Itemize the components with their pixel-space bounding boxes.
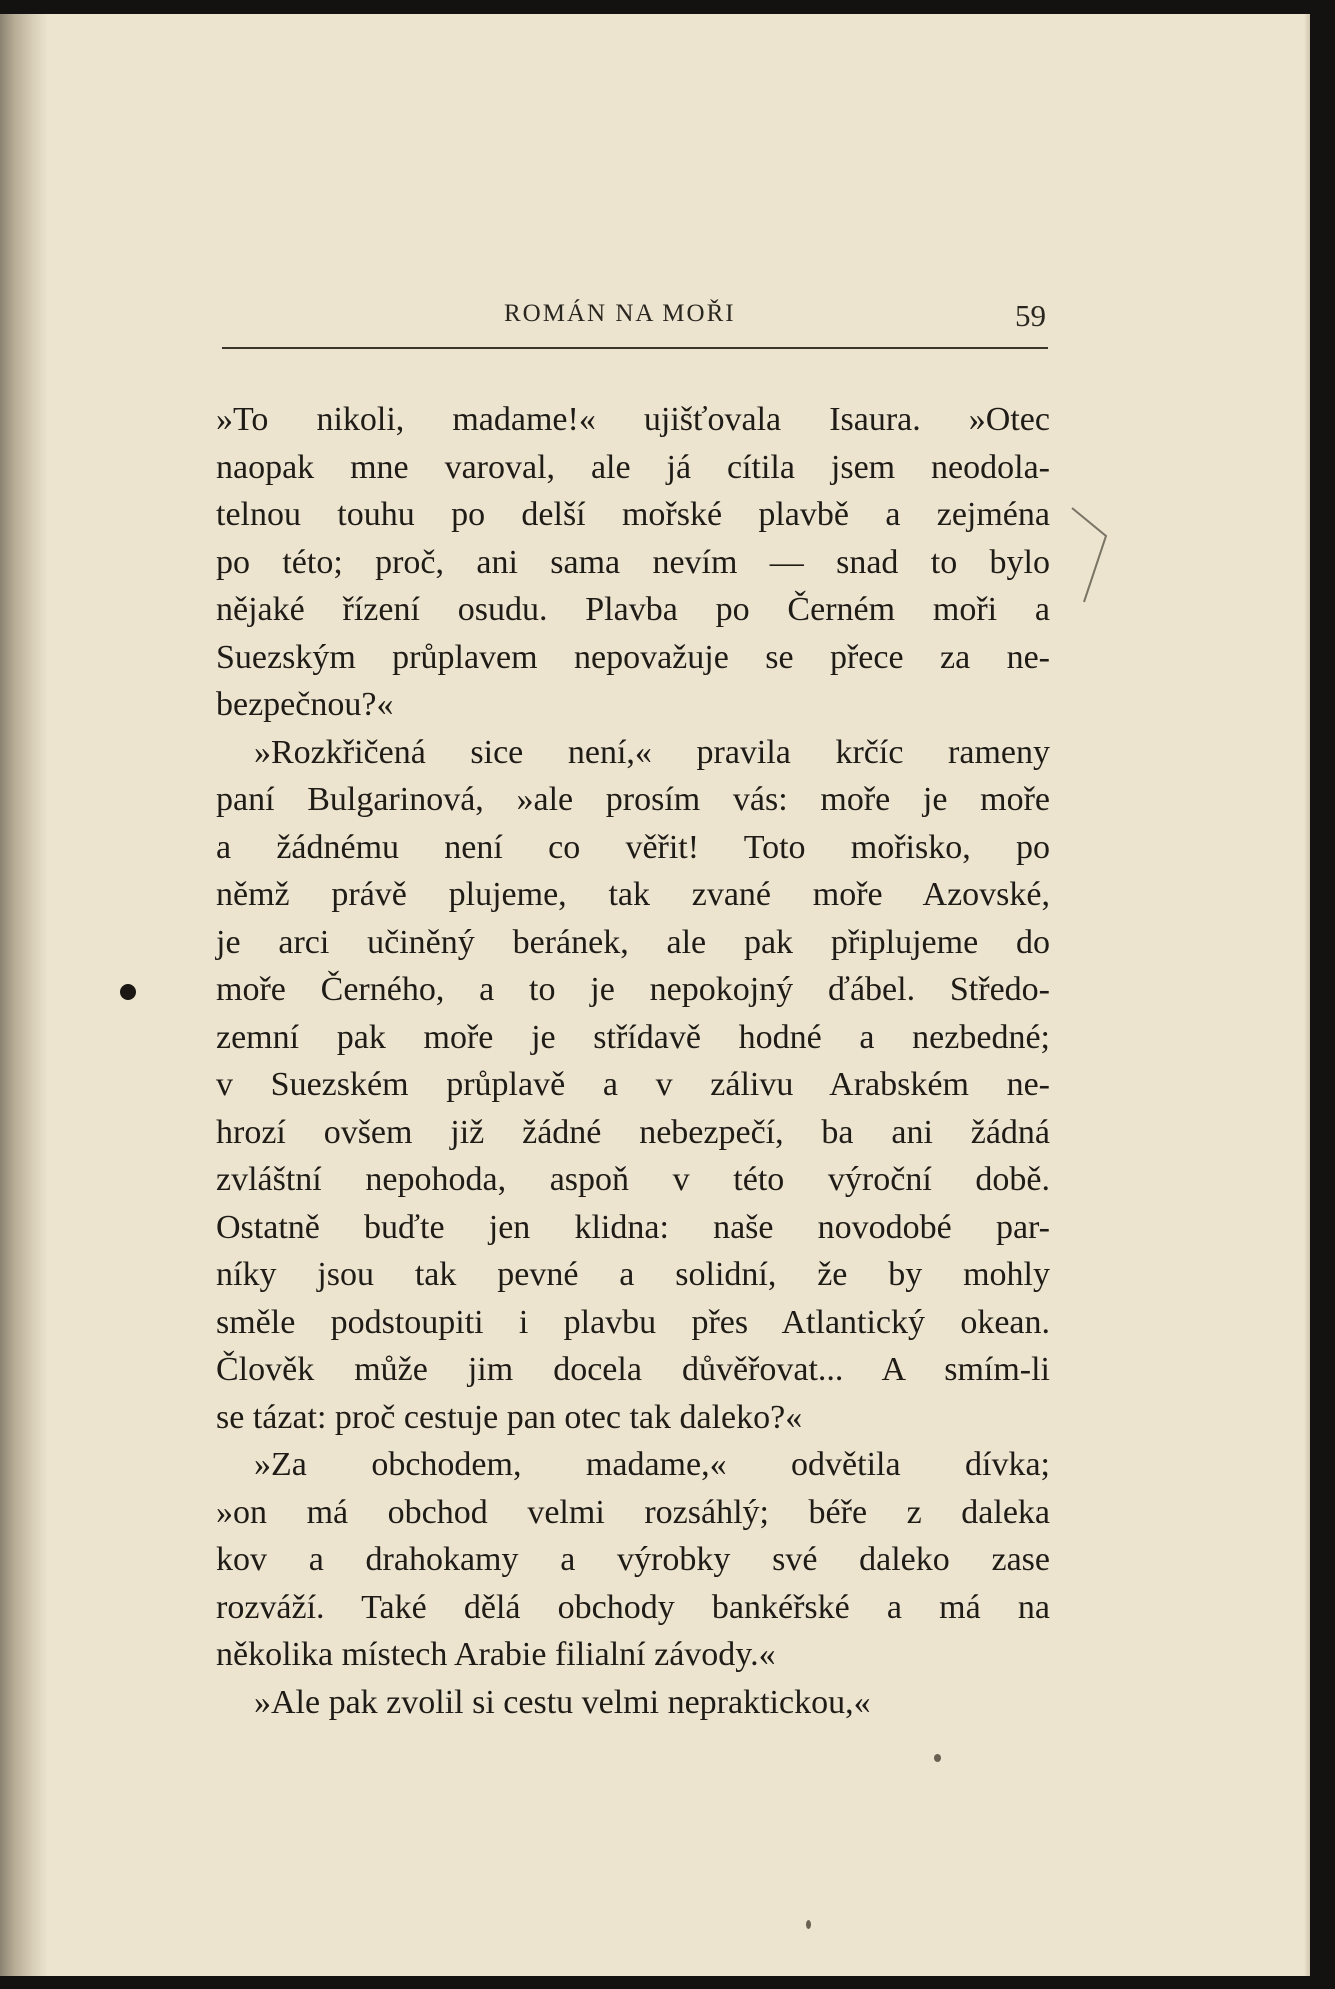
page-edge: [1304, 14, 1310, 1976]
text-line: němž právě plujeme, tak zvané moře Azovské,: [216, 876, 1050, 913]
text-line: paní Bulgarinová, »ale prosím vás: moře je moře: [216, 781, 1050, 818]
text-line: nějaké řízení osudu. Plavba po Černém moři a: [216, 591, 1050, 628]
page-number: 59: [1015, 298, 1046, 333]
text-line: rozváží. Také dělá obchody bankéřské a má na: [216, 1588, 1050, 1626]
body-text: [216, 396, 1050, 1726]
paper-speck: [934, 1754, 941, 1762]
text-line: v Suezském průplavě a v zálivu Arabském ne-: [216, 1066, 1050, 1103]
text-line: se tázat: proč cestuje pan otec tak daleko?«: [216, 1398, 803, 1436]
text-line: hrozí ovšem již žádné nebezpečí, ba ani žádná: [216, 1113, 1050, 1151]
text-line: »Rozkřičená sice není,« pravila krčíc rameny: [254, 733, 1050, 771]
header-rule: [222, 347, 1048, 349]
text-line: »To nikoli, madame!« ujišťovala Isaura. »Otec: [216, 401, 1050, 438]
text-line: a žádnému není co věřit! Toto mořisko, po: [216, 828, 1050, 866]
text-line: »Za obchodem, madame,« odvětila dívka;: [254, 1446, 1050, 1483]
text-line: »Ale pak zvolil si cestu velmi nepraktickou,«: [254, 1683, 871, 1721]
pencil-margin-mark: [1070, 506, 1110, 606]
text-line: naopak mne varoval, ale já cítila jsem neodola-: [216, 448, 1050, 486]
text-line: telnou touhu po delší mořské plavbě a zejména: [216, 496, 1050, 533]
text-line: »on má obchod velmi rozsáhlý; béře z daleka: [216, 1493, 1050, 1531]
text-line: Člověk může jim docela důvěřovat... A smím-li: [216, 1351, 1050, 1388]
text-line: bezpečnou?«: [216, 686, 394, 723]
paper-speck: [806, 1920, 811, 1929]
text-line: Suezským průplavem nepovažuje se přece za ne-: [216, 638, 1050, 676]
running-title: ROMÁN NA MOŘI: [504, 300, 736, 327]
text-line: moře Černého, a to je nepokojný ďábel. Středo-: [216, 971, 1050, 1008]
text-line: níky jsou tak pevné a solidní, že by mohly: [216, 1256, 1050, 1293]
text-line: je arci učiněný beránek, ale pak připlujeme do: [216, 923, 1050, 961]
text-line: po této; proč, ani sama nevím — snad to bylo: [216, 543, 1050, 581]
running-head: [222, 288, 1048, 348]
text-line: směle podstoupiti i plavbu přes Atlantický okean.: [216, 1303, 1050, 1341]
gutter-shadow: [0, 14, 48, 1976]
text-line: zvláštní nepohoda, aspoň v této výroční době.: [216, 1161, 1050, 1198]
text-line: zemní pak moře je střídavě hodné a nezbedné;: [216, 1018, 1050, 1056]
text-line: několika místech Arabie filialní závody.«: [216, 1636, 776, 1673]
book-page: [0, 14, 1310, 1976]
text-line: Ostatně buďte jen klidna: naše novodobé par-: [216, 1208, 1050, 1246]
margin-ink-blot: [120, 984, 136, 1000]
text-line: kov a drahokamy a výrobky své daleko zase: [216, 1541, 1050, 1578]
